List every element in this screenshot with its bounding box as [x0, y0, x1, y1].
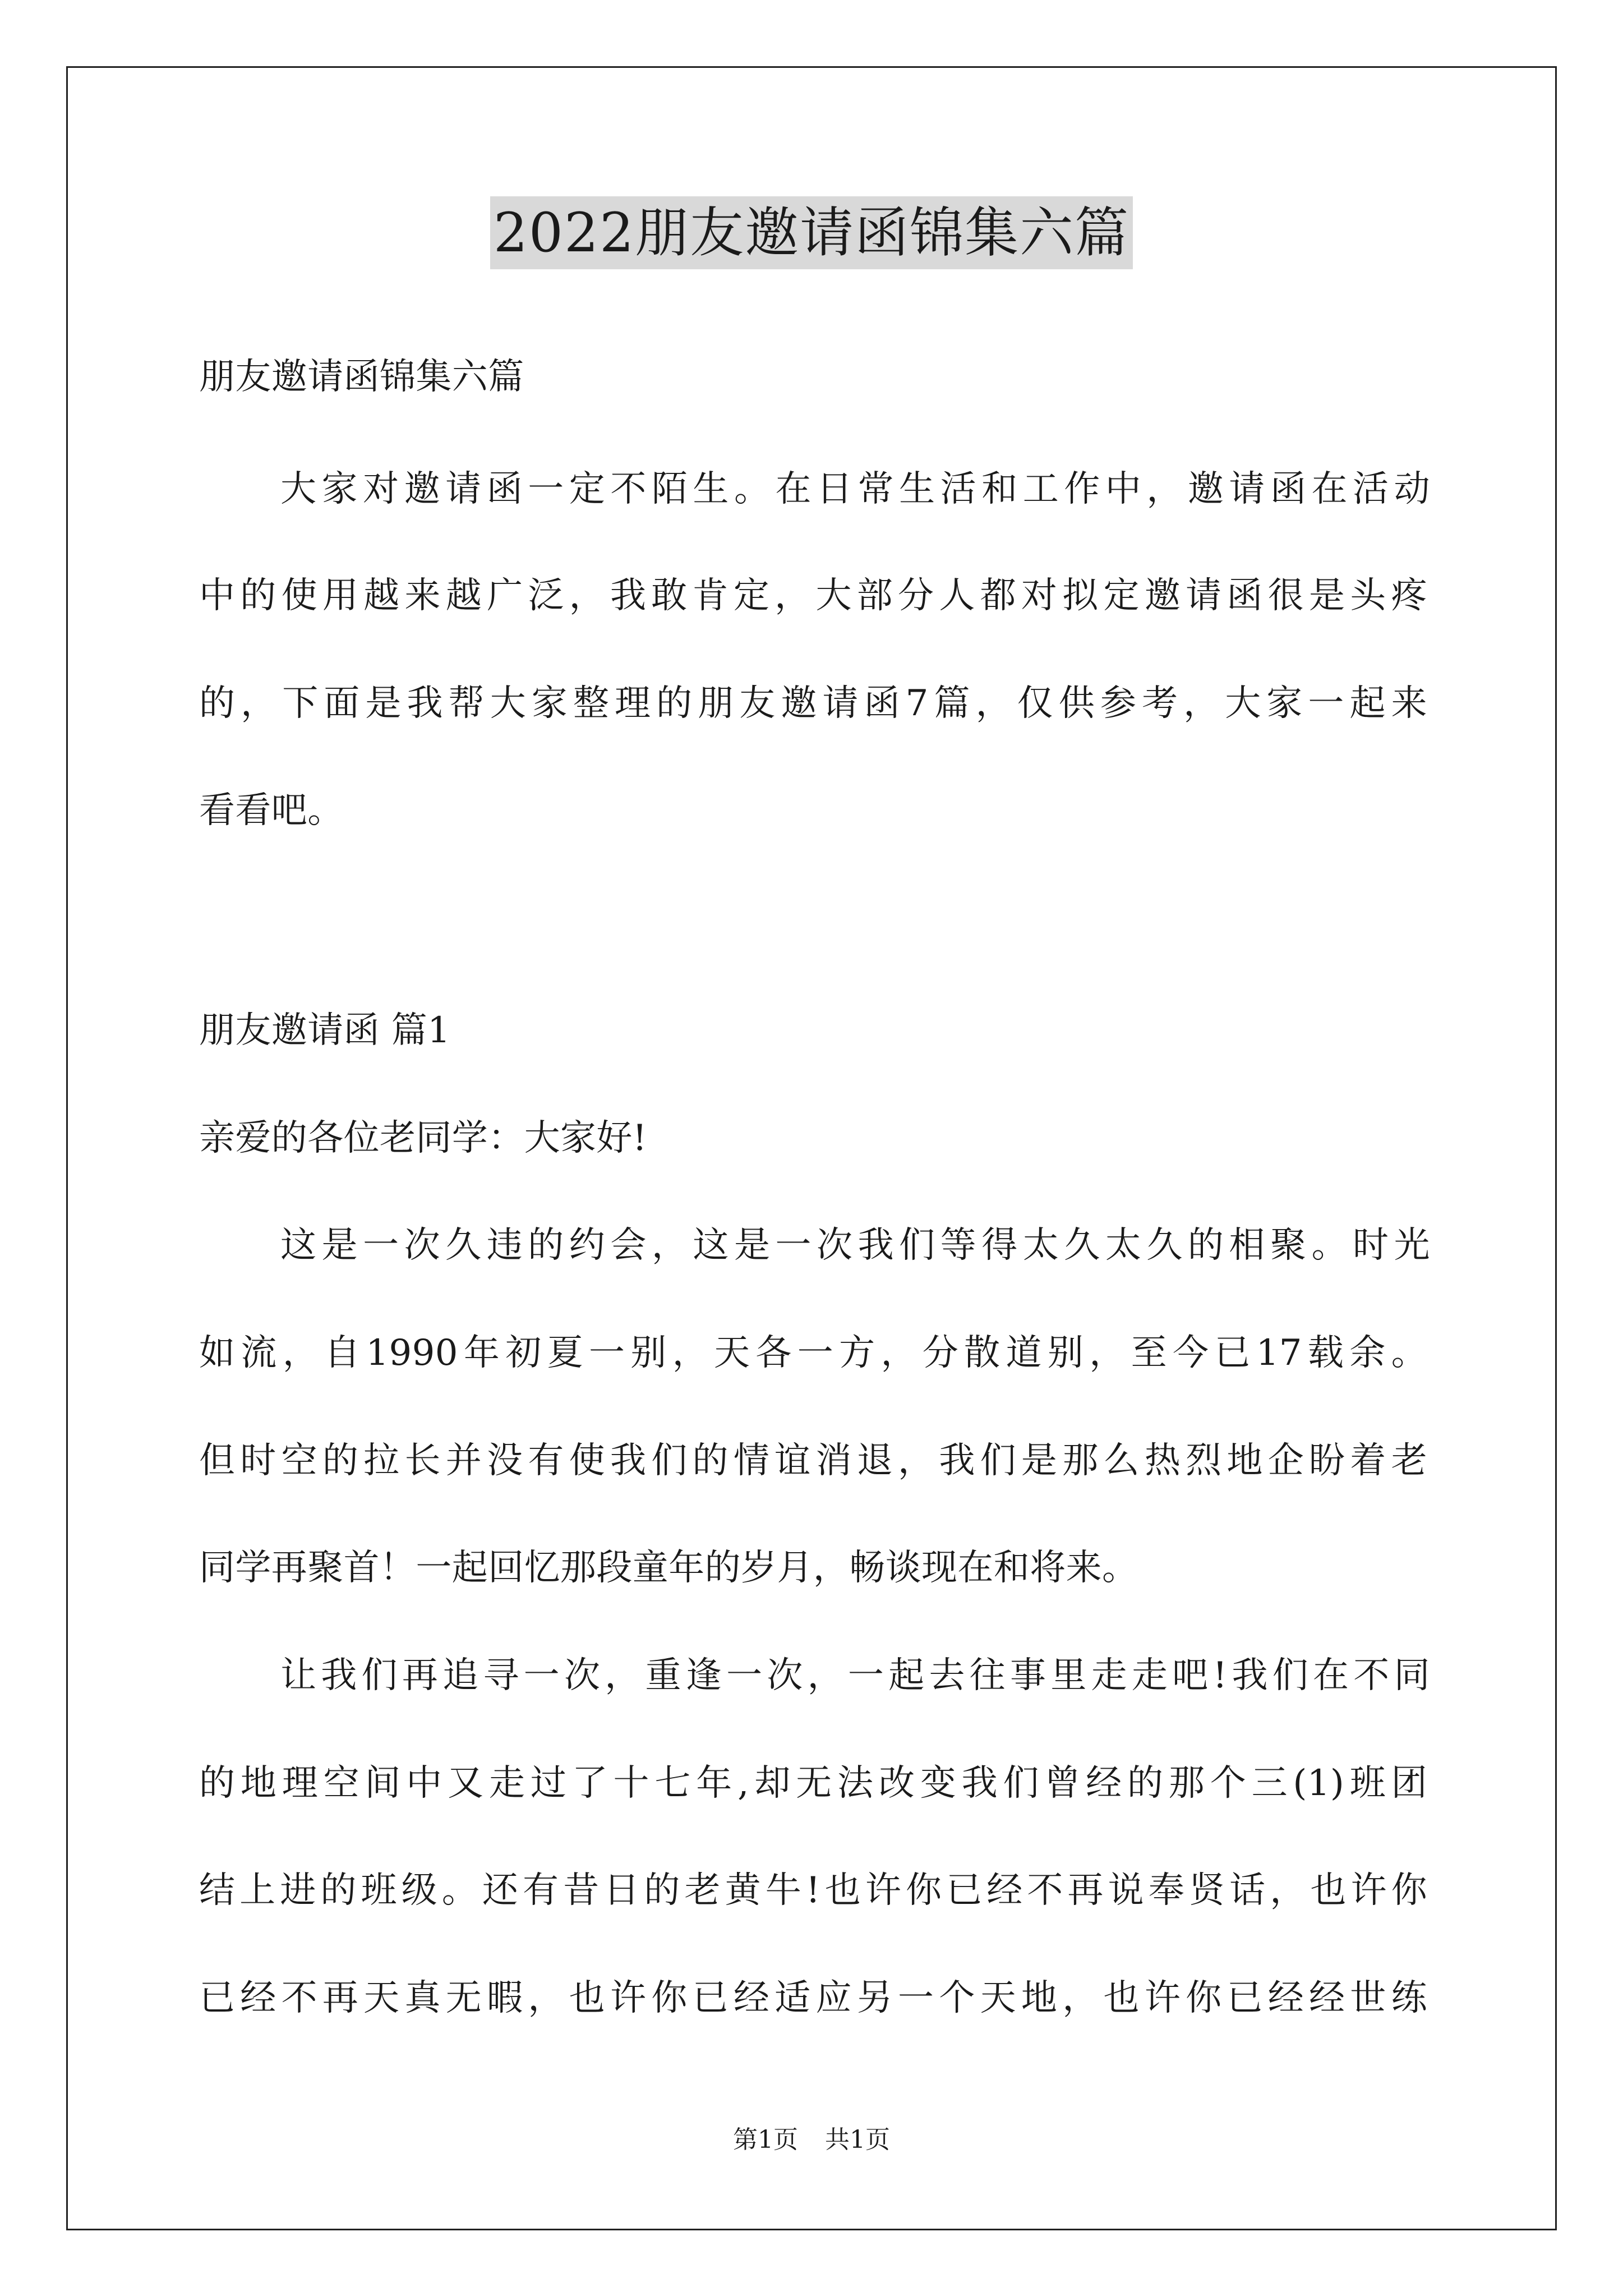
- paragraph-line: 同学再聚首！一起回忆那段童年的岁月，畅谈现在和将来。: [199, 1547, 1138, 1589]
- intro-line: 大家对邀请函一定不陌生。在日常生活和工作中，邀请函在活动: [280, 468, 1430, 510]
- section-heading: 朋友邀请函 篇1: [199, 1010, 451, 1051]
- paragraph-line: 已经不再天真无暇，也许你已经适应另一个天地，也许你已经经世练: [199, 1977, 1427, 2019]
- paragraph-line: 的地理空间中又走过了十七年,却无法改变我们曾经的那个三(1)班团: [199, 1763, 1427, 1804]
- document-subtitle: 朋友邀请函锦集六篇: [199, 356, 524, 398]
- paragraph-line: 但时空的拉长并没有使我们的情谊消退，我们是那么热烈地企盼着老: [199, 1440, 1427, 1481]
- intro-line: 的，下面是我帮大家整理的朋友邀请函7篇，仅供参考，大家一起来: [199, 683, 1427, 724]
- paragraph-line: 结上进的班级。还有昔日的老黄牛!也许你已经不再说奉贤话，也许你: [199, 1870, 1427, 1911]
- page-footer: [0, 2126, 1623, 2154]
- page-total: 共1页: [825, 2125, 890, 2154]
- greeting: 亲爱的各位老同学：大家好!: [199, 1117, 647, 1159]
- intro-line: 看看吧。: [199, 790, 344, 831]
- paragraph-line: 这是一次久违的约会，这是一次我们等得太久太久的相聚。时光: [280, 1225, 1430, 1266]
- paragraph-line: 如流，自1990年初夏一别，天各一方，分散道别，至今已17载余。: [199, 1332, 1427, 1374]
- paragraph-line: 让我们再追寻一次，重逢一次，一起去往事里走走吧!我们在不同: [280, 1655, 1430, 1696]
- page-number: 第1页: [733, 2125, 798, 2154]
- title-wrapper: [0, 196, 1623, 269]
- intro-line: 中的使用越来越广泛，我敢肯定，大部分人都对拟定邀请函很是头疼: [199, 575, 1427, 616]
- document-title: 2022朋友邀请函锦集六篇: [490, 196, 1133, 269]
